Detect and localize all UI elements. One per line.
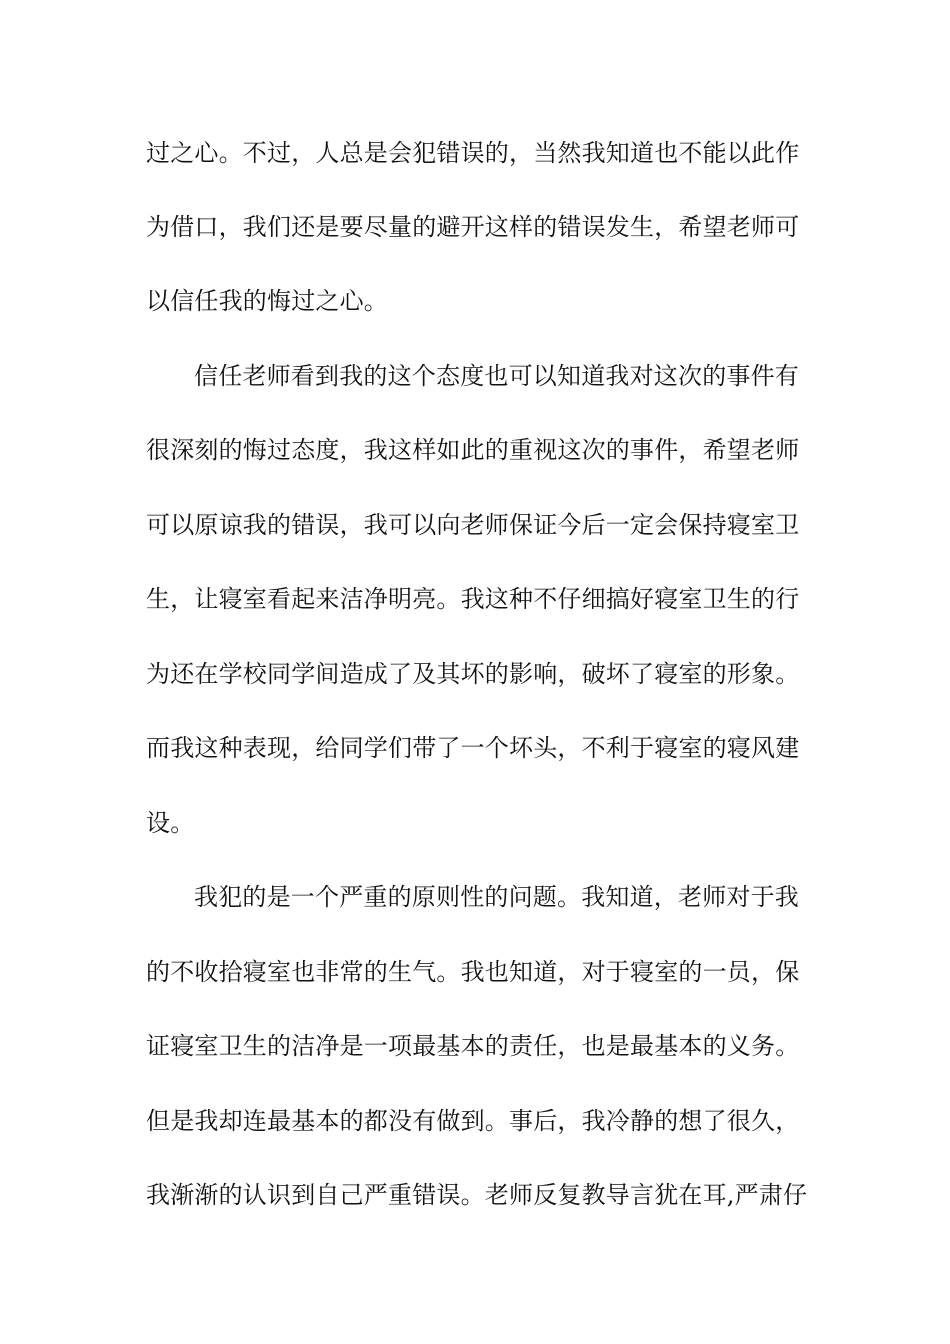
text-line: 过之心。不过，人总是会犯错误的，当然我知道也不能以此作 [146, 139, 800, 167]
text-line: 生，让寝室看起来洁净明亮。我这种不仔细搞好寝室卫生的行 [146, 585, 800, 613]
text-line: 的不收拾寝室也非常的生气。我也知道，对于寝室的一员，保 [146, 958, 800, 986]
text-line: 为还在学校同学间造成了及其坏的影响，破坏了寝室的形象。 [146, 660, 800, 688]
text-line: 以信任我的悔过之心。 [146, 287, 388, 315]
text-line: 而我这种表现，给同学们带了一个坏头，不利于寝室的寝风建 [146, 734, 800, 762]
paragraph-first-line: 信任老师看到我的这个态度也可以知道我对这次的事件有 [194, 362, 799, 390]
text-line: 设。 [146, 809, 195, 837]
text-line: 可以原谅我的错误，我可以向老师保证今后一定会保持寝室卫 [146, 511, 800, 539]
paragraph-first-line: 我犯的是一个严重的原则性的问题。我知道，老师对于我 [194, 883, 799, 911]
text-line: 但是我却连最基本的都没有做到。事后，我冷静的想了很久， [146, 1107, 800, 1135]
text-line: 证寝室卫生的洁净是一项最基本的责任，也是最基本的义务。 [146, 1032, 800, 1060]
text-line: 为借口，我们还是要尽量的避开这样的错误发生，希望老师可 [146, 213, 800, 241]
text-line: 很深刻的悔过态度，我这样如此的重视这次的事件，希望老师 [146, 436, 800, 464]
text-line: 我渐渐的认识到自己严重错误。老师反复教导言犹在耳,严肃仔 [146, 1181, 808, 1209]
